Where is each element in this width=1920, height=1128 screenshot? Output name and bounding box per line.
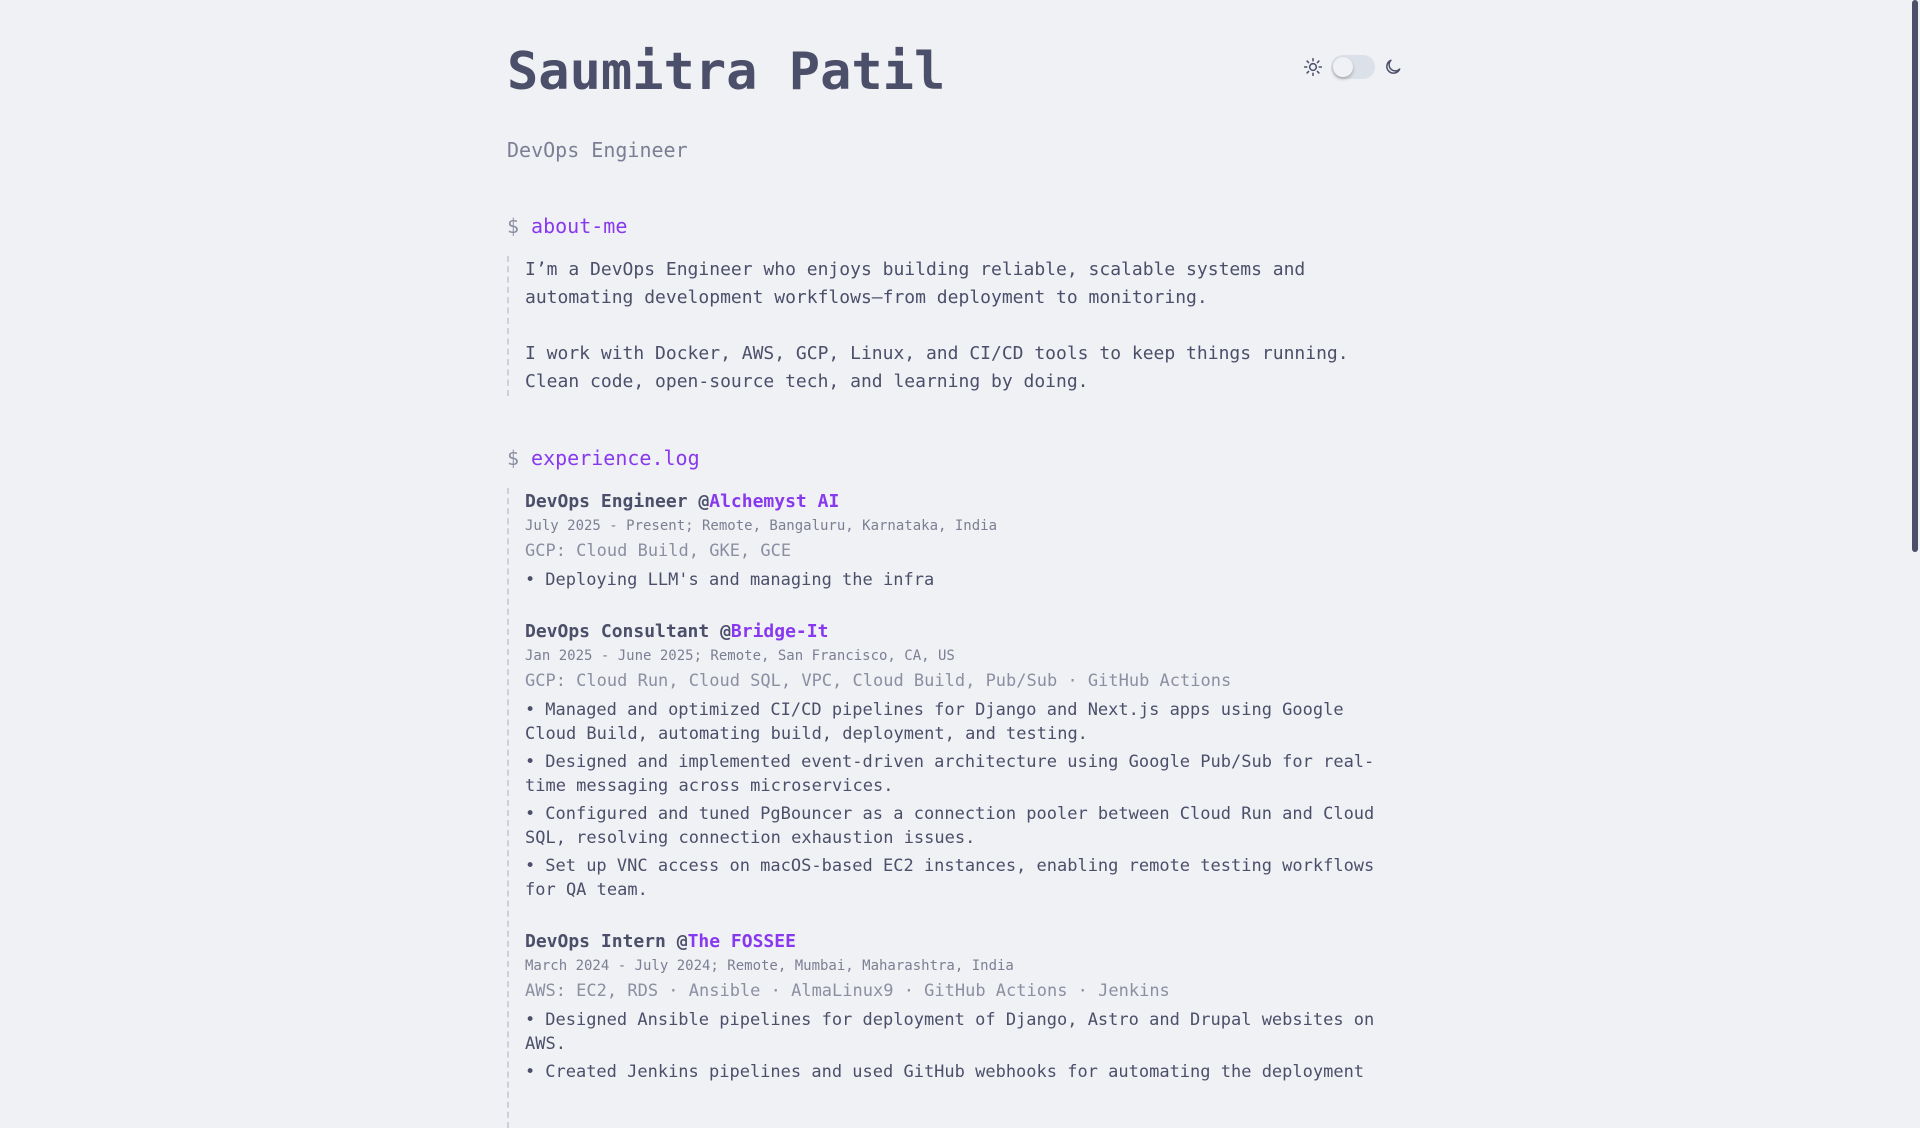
company-link[interactable]: Alchemyst AI <box>709 491 840 512</box>
job-meta: March 2024 - July 2024; Remote, Mumbai, Maharashtra, India <box>525 958 1014 974</box>
list-item: • Set up VNC access on macOS-based EC2 instances, enabling remote testing workflows for QA team. <box>525 854 1403 902</box>
scrollbar-thumb[interactable] <box>1912 0 1918 552</box>
header <box>507 0 1403 162</box>
list-item: • Managed and optimized CI/CD pipelines for Django and Next.js apps using Google Cloud Build, automating build, deployment, and testing. <box>525 698 1403 746</box>
about-paragraph: I’m a DevOps Engineer who enjoys building reliable, scalable systems and automating development workflows—from deployment to monitoring. <box>525 259 1306 308</box>
dark-mode-switch[interactable] <box>1331 55 1375 79</box>
experience-log <box>507 488 1403 1128</box>
job-entry <box>525 618 1403 902</box>
sun-icon <box>1303 57 1323 77</box>
list-item: • Designed and implemented event-driven architecture using Google Pub/Sub for real-time messaging across microservices. <box>525 750 1403 798</box>
experience-section-title <box>507 446 700 470</box>
job-meta: July 2025 - Present; Remote, Bangaluru, Karnataka, India <box>525 518 998 534</box>
job-stack: AWS: EC2, RDS · Ansible · AlmaLinux9 · GitHub Actions · Jenkins <box>525 981 1170 1001</box>
shell-prompt: $ <box>507 214 520 238</box>
switch-knob <box>1333 57 1353 77</box>
about-paragraph: I work with Docker, AWS, GCP, Linux, and CI/CD tools to keep things running. Clean code, open-source tech, and learning by doing. <box>525 343 1349 392</box>
job-bullets <box>525 698 1403 902</box>
theme-toggle[interactable] <box>1303 55 1403 79</box>
list-item: • Designed Ansible pipelines for deployment of Django, Astro and Drupal websites on AWS. <box>525 1008 1403 1056</box>
about-section-title <box>507 214 627 238</box>
list-item: • Configured and tuned PgBouncer as a connection pooler between Cloud Run and Cloud SQL, resolving connection exhaustion issues. <box>525 802 1403 850</box>
job-stack: GCP: Cloud Build, GKE, GCE <box>525 541 792 561</box>
shell-prompt: $ <box>507 446 520 470</box>
about-command: about-me <box>531 214 628 238</box>
page-title: Saumitra Patil <box>507 42 946 102</box>
job-meta: Jan 2025 - June 2025; Remote, San Francisco, CA, US <box>525 648 955 664</box>
about-block <box>507 256 1403 396</box>
job-bullets <box>525 568 1403 592</box>
job-position: DevOps Intern @ <box>525 931 688 952</box>
job-bullets <box>525 1008 1403 1084</box>
job-entry <box>525 928 1403 1084</box>
job-position: DevOps Engineer @ <box>525 491 710 512</box>
job-entry <box>525 488 1403 592</box>
list-item: • Created Jenkins pipelines and used GitHub webhooks for automating the deployment <box>525 1060 1403 1084</box>
job-role-subtitle: DevOps Engineer <box>507 138 688 162</box>
job-position: DevOps Consultant @ <box>525 621 731 642</box>
experience-command: experience.log <box>531 446 700 470</box>
job-title <box>525 488 1403 516</box>
portfolio-page <box>507 0 1403 1082</box>
job-title <box>525 928 1403 956</box>
moon-icon <box>1383 57 1403 77</box>
page-scrollbar[interactable] <box>1910 0 1920 1080</box>
company-link[interactable]: Bridge-It <box>730 621 829 642</box>
company-link[interactable]: The FOSSEE <box>687 931 796 952</box>
list-item: • Deploying LLM's and managing the infra <box>525 568 1403 592</box>
job-title <box>525 618 1403 646</box>
job-stack: GCP: Cloud Run, Cloud SQL, VPC, Cloud Build, Pub/Sub · GitHub Actions <box>525 671 1232 691</box>
